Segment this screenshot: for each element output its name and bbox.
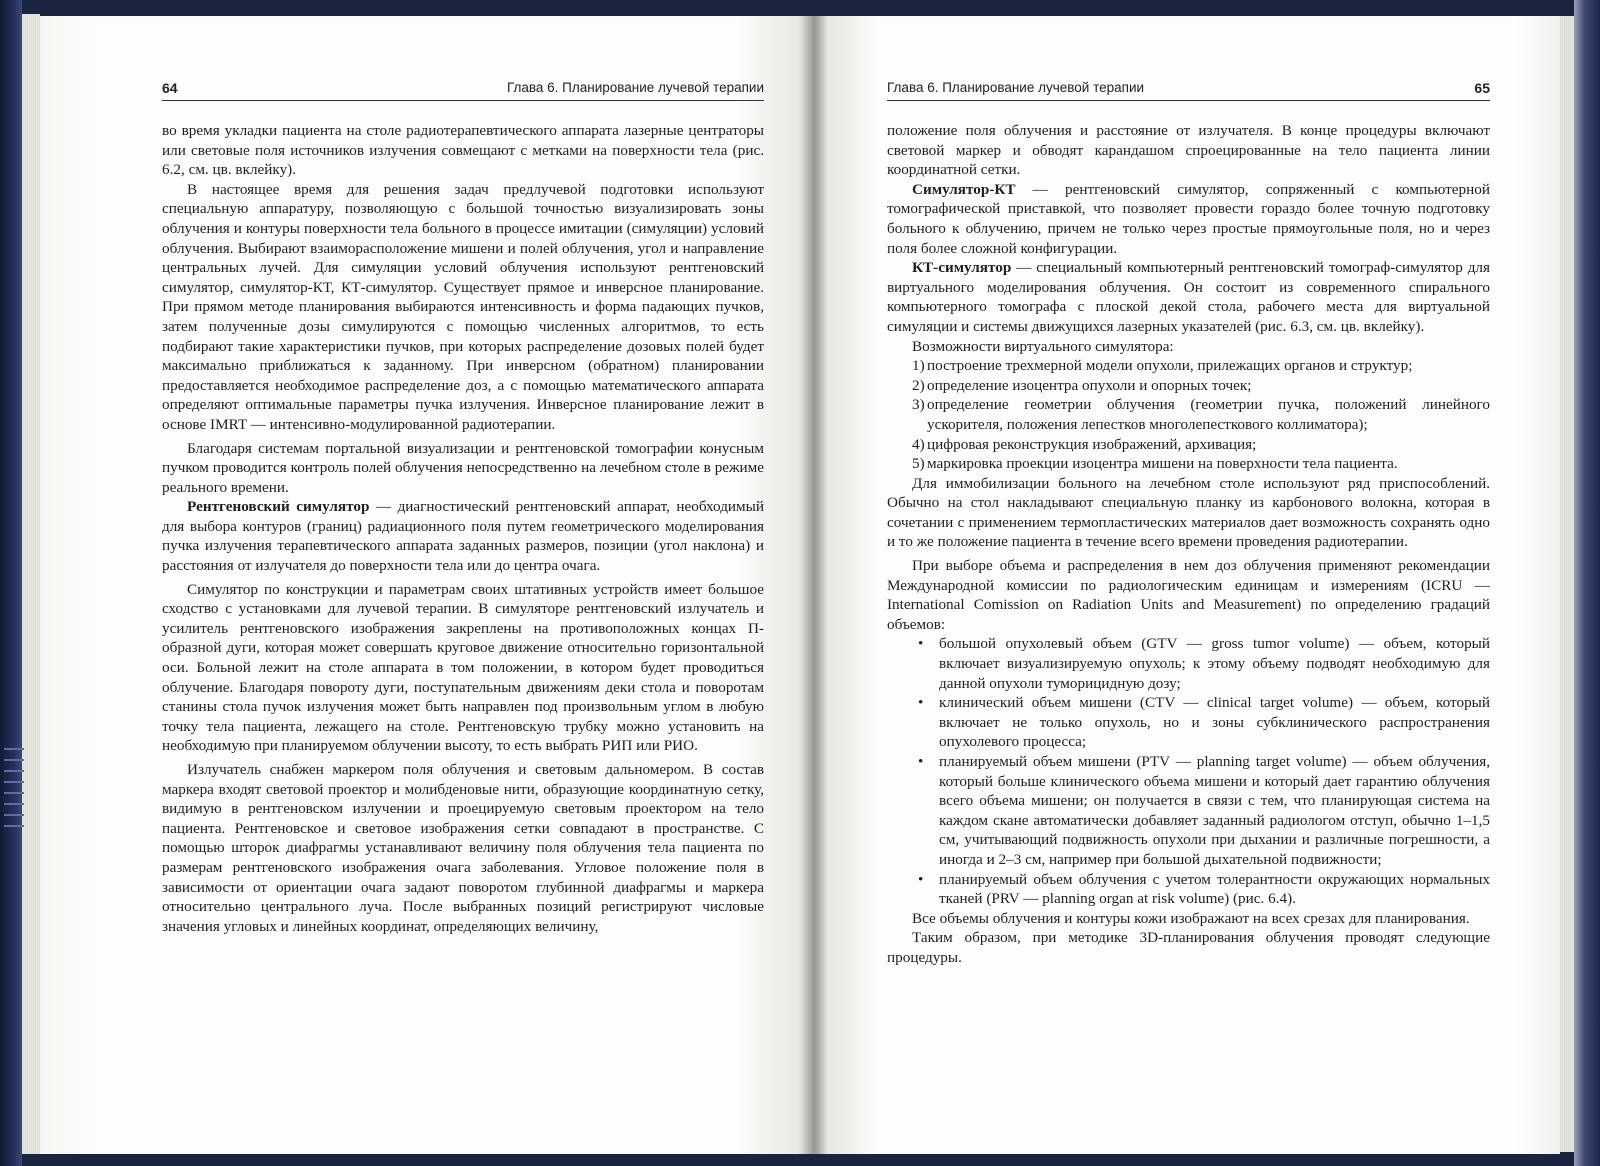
list-item: 5) маркировка проекции изоцентра мишени на поверхности тела пациента. xyxy=(912,455,1398,473)
definition-paragraph: Симулятор-КТ — рентгеновский симулятор, сопряженный с компьютерной томографической приставкой, что позволяет провести гораздо более точную подготовку больного к облучению, причем не только через простые прямоугольные поля, но и через поля более сложной конфигурации. xyxy=(887,180,1490,257)
defined-term: Рентгеновский симулятор xyxy=(187,498,370,516)
paragraph: Таким образом, при методике 3D-планирования облучения проводят следующие процедуры. xyxy=(887,929,1490,966)
page-edges-left xyxy=(22,14,40,1154)
list-item: 2) определение изоцентра опухоли и опорных точек; xyxy=(912,376,1252,394)
bullet-icon: • xyxy=(918,635,924,653)
right-running-head: Глава 6. Планирование лучевой терапии xyxy=(887,80,1145,95)
list-item: • планируемый объем облучения с учетом толерантности окружающих нормальных тканей (PRV — planning organ at risk volume) (рис. 6.4). xyxy=(918,870,1490,908)
paragraph: Для иммобилизации больного на лечебном столе используют ряд приспособлений. Обычно на стол накладывают специальную планку из карбонового волокна, которая в сочетании с применением термопластических материалов дает возможность сохранять одно и то же положение пациента в течение всего времени проведения радиотерапии. xyxy=(887,474,1490,551)
numbered-list xyxy=(887,356,1490,474)
page-edges-right xyxy=(1560,16,1574,1152)
left-running-header xyxy=(162,78,764,101)
left-running-head: Глава 6. Планирование лучевой терапии xyxy=(506,80,764,95)
left-page-body xyxy=(162,121,764,936)
paragraph: Благодаря системам портальной визуализации и рентгеновской томографии конусным пучком проводится контроль полей облучения непосредственно на лечебном столе в режиме реального времени. xyxy=(162,439,764,496)
paragraph: При выборе объема и распределения в нем доз облучения применяют рекомендации Международной комиссии по радиологическим единицам и измерениям (ICRU — International Comission on Radiation Units and Measurement) по определению градаций объемов: xyxy=(887,557,1490,633)
right-running-header xyxy=(887,78,1490,101)
defined-term: Симулятор-КТ xyxy=(912,180,1016,198)
paragraph: Все объемы облучения и контуры кожи изображают на всех срезах для планирования. xyxy=(912,909,1470,927)
list-item: 4) цифровая реконструкция изображений, архивация; xyxy=(912,435,1257,453)
list-item: • клинический объем мишени (CTV — clinical target volume) — объем, который включает не только опухоль, но и зоны субклинического распространения опухолевого процесса; xyxy=(918,694,1490,751)
bullet-icon: • xyxy=(918,870,924,888)
paragraph: во время укладки пациента на столе радиотерапевтического аппарата лазерные центраторы или световые поля источников излучения совмещают с метками на поверхности тела (рис. 6.2, см. цв. вклейку). xyxy=(162,122,764,179)
bullet-icon: • xyxy=(918,694,924,712)
list-item: • планируемый объем мишени (PTV — planning target volume) — объем облучения, который больше клинического объема мишени и который дает гарантию облучения всего объема мишени; он получается в связи с тем, что планирующая система на каждом скане автоматически добавляет заданный радиологом отступ, обычно 1–1,5 см, учитывающий подвижность опухоли при дыхании и различные погрешности, а иногда и 2–3 см, например при большой дыхательной подвижности; xyxy=(918,753,1490,868)
paragraph: Симулятор по конструкции и параметрам своих штативных устройств имеет большое сходство с установками для лучевой терапии. В симуляторе рентгеновский излучатель и усилитель рентгеновского изображения закреплены на противоположных концах П-образной дуги, которая может совершать круговое движение относительно горизонтальной оси. Больной лежит на столе аппарата в том положении, в котором будет проводиться облучение. Благодаря повороту дуги, поступательным движениям деки стола и поворотам станины стола пучок излучения может быть направлен под произвольным углом в любую точку тела пациента, лежащего на столе. Рентгеновскую трубку можно установить на необходимую при планируемом облучении высоту, то есть выбрать РИП или РИО. xyxy=(162,580,764,755)
paragraph: В настоящее время для решения задач предлучевой подготовки используют специальную аппаратуру, позволяющую с большой точностью визуализировать зоны облучения и контуры поверхности тела больного в процессе имитации (симуляции) условий облучения. Выбирают взаиморасположение мишени и полей облучения, угол и направление центральных лучей. Для симуляции условий облучения используют рентгеновский симулятор, симулятор-КТ, КТ-симулятор. Существует прямое и инверсное планирование. При прямом методе планирования выбираются интенсивность и форма падающих пучков, затем полученные дозы симулируются с помощью численных алгоритмов, то есть подбирают такие характеристики пучков, при которых распределение дозовых полей будет максимально приближаться к заданному. При инверсном (обратном) планировании предоставляется необходимое распределение доз, а с помощью математического аппарата определяют оптимальные параметры пучка излучения. Инверсное планирование лежит в основе IMRT — интенсивно-модулированной радиотерапии. xyxy=(162,180,764,433)
edge-tab-marks xyxy=(0,748,30,888)
book-cover-left xyxy=(0,0,22,1166)
list-item: • большой опухолевый объем (GTV — gross tumor volume) — объем, который включает визуализируемую опухоль; к этому объему подводят необходимую для данной опухоли туморицидную дозу; xyxy=(918,635,1490,692)
book-cover-right xyxy=(1574,0,1600,1166)
list-item: 1) построение трехмерной модели опухоли, прилежащих органов и структур; xyxy=(912,357,1413,375)
defined-term: КТ-симулятор xyxy=(912,259,1012,277)
gutter-shadow xyxy=(800,16,828,1154)
definition-paragraph: КТ-симулятор — специальный компьютерный рентгеновский томограф-симулятор для виртуального моделирования облучения. Он состоит из современного спирального компьютерного томографа с плоской декой стола, рабочего места для виртуальной симуляции и системы движущихся лазерных указателей (рис. 6.3, см. цв. вклейку). xyxy=(887,259,1490,335)
definition-paragraph: Рентгеновский симулятор — диагностический рентгеновский аппарат, необходимый для выбора контуров (границ) радиационного поля путем геометрического моделирования пучка излучения терапевтического аппарата заданных размеров, позиции (угол наклона) и расстояния от излучателя до поверхности тела или до центра очага. xyxy=(162,498,765,575)
bullet-list xyxy=(887,634,1490,908)
right-page-body xyxy=(887,121,1490,968)
bullet-icon: • xyxy=(918,753,924,770)
paragraph: Излучатель снабжен маркером поля облучения и световым дальномером. В состав маркера входят световой проектор и молибденовые нити, образующие координатную сетку, видимую в рентгеновском излучении и проецируемую световым проектором на тело пациента. Рентгеновское и световое изображения сетки совпадают в пространстве. С помощью шторок диафрагмы устанавливают величину поля облучения тела пациента по размерам рентгеновского изображения очага заболевания. Угловое положение поля в зависимости от ориентации очага задают поворотом глубинной диафрагмы и маркера относительно центрального луча. После выбранных позиций регистрируют числовые значения угловых и линейных координат, определяющих величину, xyxy=(162,761,764,935)
list-item: 3) определение геометрии облучения (геометрии пучка, положений линейного ускорителя, положения лепестков многолепесткового коллиматора); xyxy=(912,396,1490,433)
paragraph: положение поля облучения и расстояние от излучателя. В конце процедуры включают световой маркер и обводят карандашом спроецированные на тело пациента линии координатной сетки. xyxy=(887,122,1490,179)
right-page-number: 65 xyxy=(1474,80,1490,96)
left-page-number: 64 xyxy=(162,80,178,96)
paragraph: Возможности виртуального симулятора: xyxy=(912,337,1174,355)
